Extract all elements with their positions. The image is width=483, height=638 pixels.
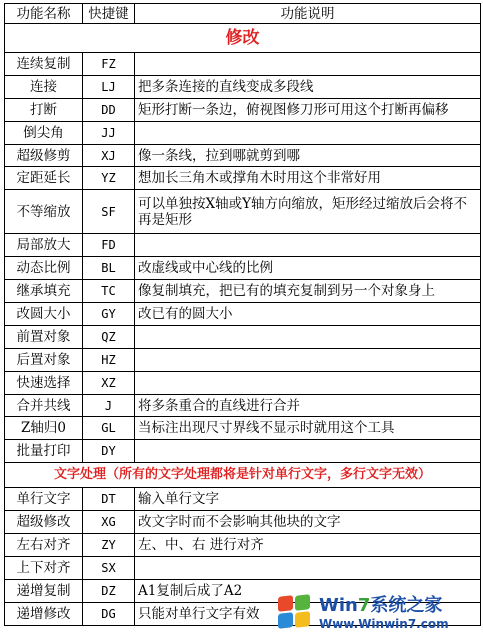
function-name: 连接 — [5, 75, 83, 98]
shortcut-key: XJ — [83, 144, 135, 167]
header-function-name: 功能名称 — [5, 4, 83, 24]
function-name: 动态比例 — [5, 257, 83, 280]
table-row — [5, 534, 481, 557]
table-row — [5, 121, 481, 144]
function-name: 倒尖角 — [5, 121, 83, 144]
watermark-title — [319, 594, 449, 616]
table-row — [5, 257, 481, 280]
function-name: 超级修改 — [5, 511, 83, 534]
function-description — [135, 234, 481, 257]
function-name: 定距延长 — [5, 167, 83, 190]
shortcut-key: LJ — [83, 75, 135, 98]
section-modify-title: 修改 — [5, 24, 481, 53]
function-name: 打断 — [5, 98, 83, 121]
watermark-cn: 系统之家 — [370, 594, 443, 616]
function-name: Z轴归0 — [5, 417, 83, 440]
shortcut-key: QZ — [83, 325, 135, 348]
function-name: 连续复制 — [5, 53, 83, 76]
table-row — [5, 167, 481, 190]
function-name: 批量打印 — [5, 440, 83, 463]
function-name: 前置对象 — [5, 325, 83, 348]
table-row — [5, 144, 481, 167]
function-name: 单行文字 — [5, 488, 83, 511]
function-name: 超级修剪 — [5, 144, 83, 167]
function-name: 不等缩放 — [5, 190, 83, 234]
function-description — [135, 325, 481, 348]
function-description: 可以单独按X轴或Y轴方向缩放，矩形经过缩放后会将不再是矩形 — [135, 190, 481, 234]
function-name: 改圆大小 — [5, 303, 83, 326]
function-name: 快速选择 — [5, 371, 83, 394]
header-shortcut: 快捷键 — [83, 4, 135, 24]
function-description: 矩形打断一条边，俯视图修刀形可用这个打断再偏移 — [135, 98, 481, 121]
function-description — [135, 53, 481, 76]
function-name: 递增修改 — [5, 602, 83, 625]
function-description: 像一条线，拉到哪就剪到哪 — [135, 144, 481, 167]
function-description: 输入单行文字 — [135, 488, 481, 511]
shortcut-key: SX — [83, 556, 135, 579]
function-description — [135, 348, 481, 371]
shortcut-key: DT — [83, 488, 135, 511]
function-description: 当标注出现尺寸界线不显示时就用这个工具 — [135, 417, 481, 440]
shortcut-key: TC — [83, 280, 135, 303]
table-row — [5, 348, 481, 371]
shortcut-key: JJ — [83, 121, 135, 144]
table-row — [5, 75, 481, 98]
shortcut-key: YZ — [83, 167, 135, 190]
shortcut-key: BL — [83, 257, 135, 280]
shortcut-key: SF — [83, 190, 135, 234]
table-row — [5, 190, 481, 234]
table-row — [5, 488, 481, 511]
watermark-win: Win — [319, 594, 358, 616]
table-row — [5, 511, 481, 534]
shortcut-key: GL — [83, 417, 135, 440]
shortcut-key: XG — [83, 511, 135, 534]
function-description: 左、中、右 进行对齐 — [135, 534, 481, 557]
function-name: 递增复制 — [5, 579, 83, 602]
function-description: 改文字时而不会影响其他块的文字 — [135, 511, 481, 534]
function-name: 后置对象 — [5, 348, 83, 371]
function-description: A1复制后成了A2 — [135, 579, 481, 602]
function-description: 把多条连接的直线变成多段线 — [135, 75, 481, 98]
shortcut-key: DD — [83, 98, 135, 121]
table-row — [5, 53, 481, 76]
section-text-title: 文字处理（所有的文字处理都将是针对单行文字，多行文字无效） — [5, 463, 481, 488]
function-name: 继承填充 — [5, 280, 83, 303]
function-description — [135, 121, 481, 144]
table-row — [5, 394, 481, 417]
shortcut-key: J — [83, 394, 135, 417]
table-row — [5, 325, 481, 348]
table-row — [5, 234, 481, 257]
function-description: 改虚线或中心线的比例 — [135, 257, 481, 280]
function-name: 合并共线 — [5, 394, 83, 417]
header-description: 功能说明 — [135, 4, 481, 24]
header-row — [5, 4, 481, 24]
shortcut-key: FZ — [83, 53, 135, 76]
function-name: 局部放大 — [5, 234, 83, 257]
function-description: 只能对单行文字有效 — [135, 602, 481, 625]
shortcut-key: DZ — [83, 579, 135, 602]
shortcut-key: DY — [83, 440, 135, 463]
function-description: 将多条重合的直线进行合并 — [135, 394, 481, 417]
shortcut-key: DG — [83, 602, 135, 625]
table-row — [5, 371, 481, 394]
function-name: 左右对齐 — [5, 534, 83, 557]
function-description: 改已有的圆大小 — [135, 303, 481, 326]
watermark-seven: 7 — [357, 594, 371, 616]
function-description: 想加长三角木或撑角木时用这个非常好用 — [135, 167, 481, 190]
function-description: 像复制填充，把已有的填充复制到另一个对象身上 — [135, 280, 481, 303]
section-text — [5, 463, 481, 488]
shortcut-key: HZ — [83, 348, 135, 371]
function-description — [135, 440, 481, 463]
section-modify — [5, 24, 481, 53]
watermark-logo — [277, 592, 477, 634]
shortcut-table — [4, 3, 481, 626]
shortcut-key: FD — [83, 234, 135, 257]
table-row — [5, 440, 481, 463]
table-row — [5, 280, 481, 303]
table-row — [5, 303, 481, 326]
watermark-url: Www.Winwin7.com — [319, 616, 449, 631]
shortcut-key: XZ — [83, 371, 135, 394]
shortcut-key: GY — [83, 303, 135, 326]
table-row — [5, 556, 481, 579]
function-description — [135, 556, 481, 579]
table-row — [5, 98, 481, 121]
table-row — [5, 417, 481, 440]
function-name: 上下对齐 — [5, 556, 83, 579]
windows-logo-icon — [277, 595, 313, 631]
shortcut-key: ZY — [83, 534, 135, 557]
function-description — [135, 371, 481, 394]
